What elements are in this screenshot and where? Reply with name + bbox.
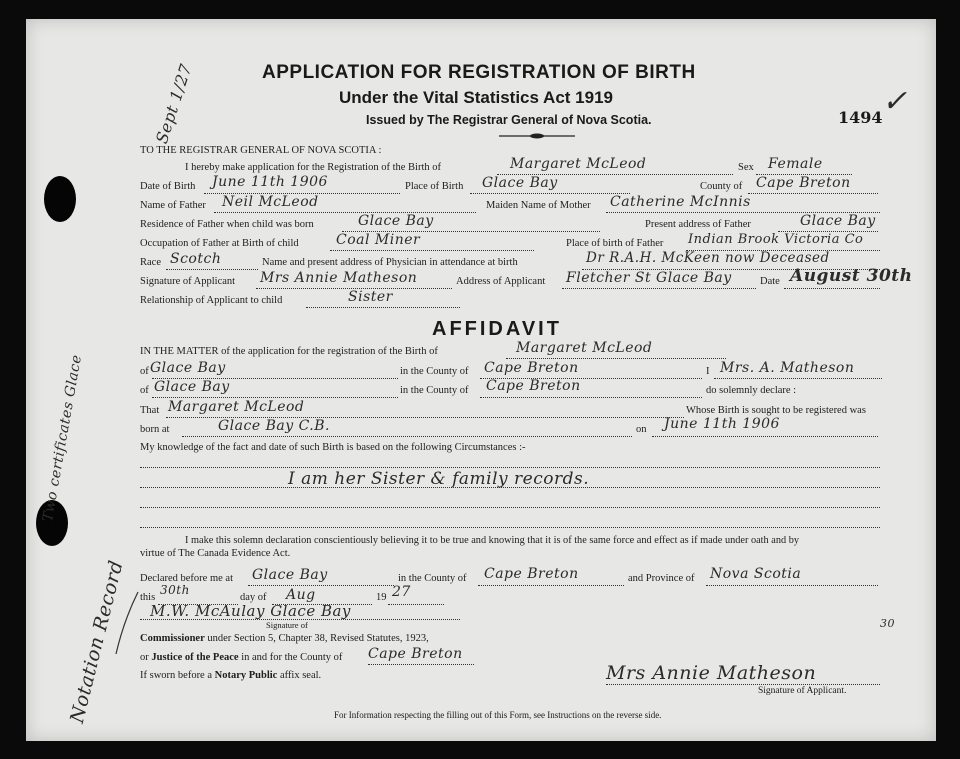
count-note: 30 <box>880 617 895 630</box>
that-name-value: Margaret McLeod <box>168 399 305 415</box>
father-label: Name of Father <box>140 200 206 211</box>
justice-line: or Justice of the Peace in and for the County of <box>140 652 343 663</box>
present-address-label: Present address of Father <box>645 219 751 230</box>
born-at-label: born at <box>140 424 170 435</box>
matter-label: IN THE MATTER of the application for the registration of the Birth of <box>140 346 438 357</box>
mother-value: Catherine McInnis <box>610 194 751 210</box>
day-of-label: day of <box>240 592 267 603</box>
margin-copies-note: Two certificates Glace <box>40 353 86 523</box>
residence-value: Glace Bay <box>358 213 434 229</box>
declared-label: Declared before me at <box>140 573 233 584</box>
in-county2-label: in the County of <box>400 385 469 396</box>
dob-value: June 11th 1906 <box>212 174 328 190</box>
this-label: this <box>140 592 156 603</box>
applicant-signature: Mrs Annie Matheson <box>606 662 817 684</box>
of2-place-value: Glace Bay <box>154 379 230 395</box>
intro-label: I hereby make application for the Registration of the Birth of <box>185 162 442 173</box>
whose-label: Whose Birth is sought to be registered was <box>686 405 866 416</box>
physician-value: Dr R.A.H. McKeen now Deceased <box>586 250 830 266</box>
of-place-value: Glace Bay <box>150 360 226 376</box>
circumstances-value: I am her Sister & family records. <box>288 469 590 489</box>
declared-county-value: Cape Breton <box>484 566 579 582</box>
province-label: and Province of <box>628 573 695 584</box>
on-label: on <box>636 424 647 435</box>
race-label: Race <box>140 257 161 268</box>
physician-label: Name and present address of Physician in attendance at birth <box>262 257 518 268</box>
race-value: Scotch <box>170 251 222 267</box>
dob-label: Date of Birth <box>140 181 196 192</box>
addressee: TO THE REGISTRAR GENERAL OF NOVA SCOTIA : <box>140 145 382 156</box>
date-label: Date <box>760 276 780 287</box>
sex-value: Female <box>768 156 823 172</box>
declared-place-value: Glace Bay <box>252 567 328 583</box>
province-value: Nova Scotia <box>710 566 802 582</box>
registration-number: 1494 <box>838 108 883 127</box>
signature-of-caption: Signature of <box>266 620 308 630</box>
applicant-caption: Signature of Applicant. <box>758 686 847 696</box>
father-birthplace-label: Place of birth of Father <box>566 238 664 249</box>
in-county2-value: Cape Breton <box>486 378 581 394</box>
year-prefix: 19 <box>376 592 387 603</box>
pob-label: Place of Birth <box>405 181 464 192</box>
mother-label: Maiden Name of Mother <box>486 200 591 211</box>
month-value: Aug <box>286 587 316 603</box>
child-name-value: Margaret McLeod <box>510 156 647 172</box>
father-value: Neil McLeod <box>222 194 319 210</box>
pen-stroke <box>108 588 148 658</box>
occupation-label: Occupation of Father at Birth of child <box>140 238 299 249</box>
signature-value: Mrs Annie Matheson <box>260 270 418 286</box>
sex-label: Sex <box>738 162 754 173</box>
date-value: August 30th <box>790 266 913 286</box>
father-birthplace-value: Indian Brook Victoria Co <box>688 232 864 247</box>
commissioner-line: Commissioner under Section 5, Chapter 38, Revised Statutes, 1923, <box>140 633 429 644</box>
relationship-label: Relationship of Applicant to child <box>140 295 283 306</box>
notary-line: If sworn before a Notary Public affix seal. <box>140 670 322 681</box>
residence-label: Residence of Father when child was born <box>140 219 314 230</box>
form-subtitle: Under the Vital Statistics Act 1919 <box>339 88 613 107</box>
county-label: County of <box>700 181 743 192</box>
that-label: That <box>140 405 160 416</box>
county-value: Cape Breton <box>756 175 851 191</box>
signature-label: Signature of Applicant <box>140 276 236 287</box>
commissioner-signature: M.W. McAulay Glace Bay <box>150 602 351 620</box>
occupation-value: Coal Miner <box>336 232 421 248</box>
punch-hole-top <box>44 176 76 222</box>
form-issuer: Issued by The Registrar General of Nova Scotia. <box>366 113 652 127</box>
relationship-value: Sister <box>348 289 393 305</box>
of-label: of <box>140 366 149 377</box>
declarant-value: Mrs. A. Matheson <box>720 360 855 376</box>
i-label: I <box>706 366 710 377</box>
justice-county-value: Cape Breton <box>368 646 463 662</box>
of2-label: of <box>140 385 149 396</box>
footer-note: For Information respecting the filling out of this Form, see Instructions on the reverse side. <box>334 710 662 720</box>
present-address-value: Glace Bay <box>800 213 876 229</box>
header-ornament <box>497 131 577 141</box>
in-county-label: in the County of <box>400 366 469 377</box>
affidavit-heading: AFFIDAVIT <box>432 318 562 340</box>
form-title: APPLICATION FOR REGISTRATION OF BIRTH <box>262 62 696 83</box>
born-on-value: June 11th 1906 <box>664 416 780 432</box>
margin-reference-note: Notation Record <box>66 558 128 726</box>
declared-county-label: in the County of <box>398 573 467 584</box>
margin-date-note: Sept 1/27 <box>152 61 196 146</box>
day-value: 30th <box>160 583 190 597</box>
year-value: 27 <box>392 584 411 600</box>
applicant-address-label: Address of Applicant <box>456 276 546 287</box>
solemnly-label: do solemnly declare : <box>706 385 797 396</box>
knowledge-label: My knowledge of the fact and date of such Birth is based on the following Circumstances :- <box>140 442 526 453</box>
check-mark: ✓ <box>882 84 908 119</box>
pob-value: Glace Bay <box>482 175 558 191</box>
in-county-value: Cape Breton <box>484 360 579 376</box>
declaration-line-1: I make this solemn declaration conscientiously believing it to be true and knowing that it is of the same force and effect as if made under oath and by <box>185 535 800 546</box>
matter-name-value: Margaret McLeod <box>516 340 653 356</box>
declaration-line-2: virtue of The Canada Evidence Act. <box>140 548 291 559</box>
born-at-value: Glace Bay C.B. <box>218 418 330 434</box>
applicant-address-value: Fletcher St Glace Bay <box>566 270 732 286</box>
